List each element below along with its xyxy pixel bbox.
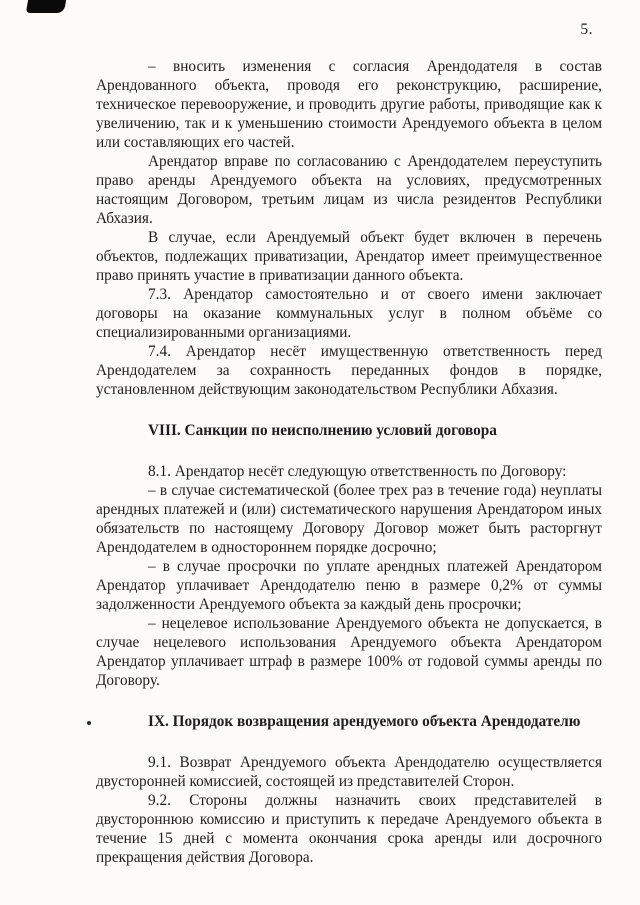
scan-artifact-mark	[26, 0, 66, 13]
paragraph-sanction-misuse: – нецелевое использование Арендуемого объекта не допускается, в случае нецелевого использования Арендуемого объекта Арендатором Арендатор уплачивает штраф в размере 100% от годовой суммы аренды по Договору.	[96, 615, 602, 689]
paragraph-7-4: 7.4. Арендатор несёт имущественную ответственность перед Арендодателем за сохранность переданных фондов в порядке, установленном действующим законодательством Республики Абхазия.	[96, 343, 602, 398]
paragraph-privatization-clause: В случае, если Арендуемый объект будет включен в перечень объектов, подлежащих приватизации, Арендатор имеет преимущественное право принять участие в приватизации данного объекта.	[96, 229, 602, 284]
paragraph-amendments-clause: – вносить изменения с согласия Арендодателя в состав Арендованного объекта, проводя его реконструкцию, расширение, техническое перевооружение, и проводить другие работы, приводящие как к увеличению, так и к уменьшению стоимости Арендуемого объекта в целом или составляющих его частей.	[96, 58, 602, 151]
paragraph-sanction-penalty: – в случае просрочки по уплате арендных платежей Арендатором Арендатор уплачивает Арендодателю пеню в размере 0,2% от суммы задолженности Арендуемого объекта за каждый день просрочки;	[96, 558, 602, 613]
paragraph-8-1: 8.1. Арендатор несёт следующую ответственность по Договору:	[148, 463, 567, 480]
scan-artifact-speck	[87, 721, 91, 725]
document-body	[96, 57, 602, 867]
page-number: 5.	[580, 21, 593, 38]
paragraph-9-2: 9.2. Стороны должны назначить своих представителей в двустороннюю комиссию и приступить к передаче Арендуемого объекта в течение 15 дней с момента окончания срока аренды или досрочного прекращения действия Договора.	[96, 792, 602, 866]
paragraph-9-1: 9.1. Возврат Арендуемого объекта Арендодателю осуществляется двусторонней комиссией, состоящей из представителей Сторон.	[96, 754, 602, 790]
paragraph-sublease-clause: Арендатор вправе по согласованию с Арендодателем переуступить право аренды Арендуемого объекта на условиях, предусмотренных настоящим Договором, третьим лицам из числа резидентов Республики Абхазия.	[96, 153, 602, 227]
paragraph-sanction-termination: – в случае систематической (более трех раз в течение года) неуплаты арендных платежей и (или) систематического нарушения Арендатором иных обязательств по настоящему Договору Договор может быть расторгнут Арендодателем в одностороннем порядке досрочно;	[96, 482, 602, 556]
paragraph-7-3: 7.3. Арендатор самостоятельно и от своего имени заключает договоры на оказание коммунальных услуг в полном объёме со специализированными организациями.	[96, 286, 602, 341]
section-heading-viii: VIII. Санкции по неисполнению условий договора	[148, 422, 497, 439]
section-heading-ix: IX. Порядок возвращения арендуемого объекта Арендодателю	[148, 713, 581, 730]
